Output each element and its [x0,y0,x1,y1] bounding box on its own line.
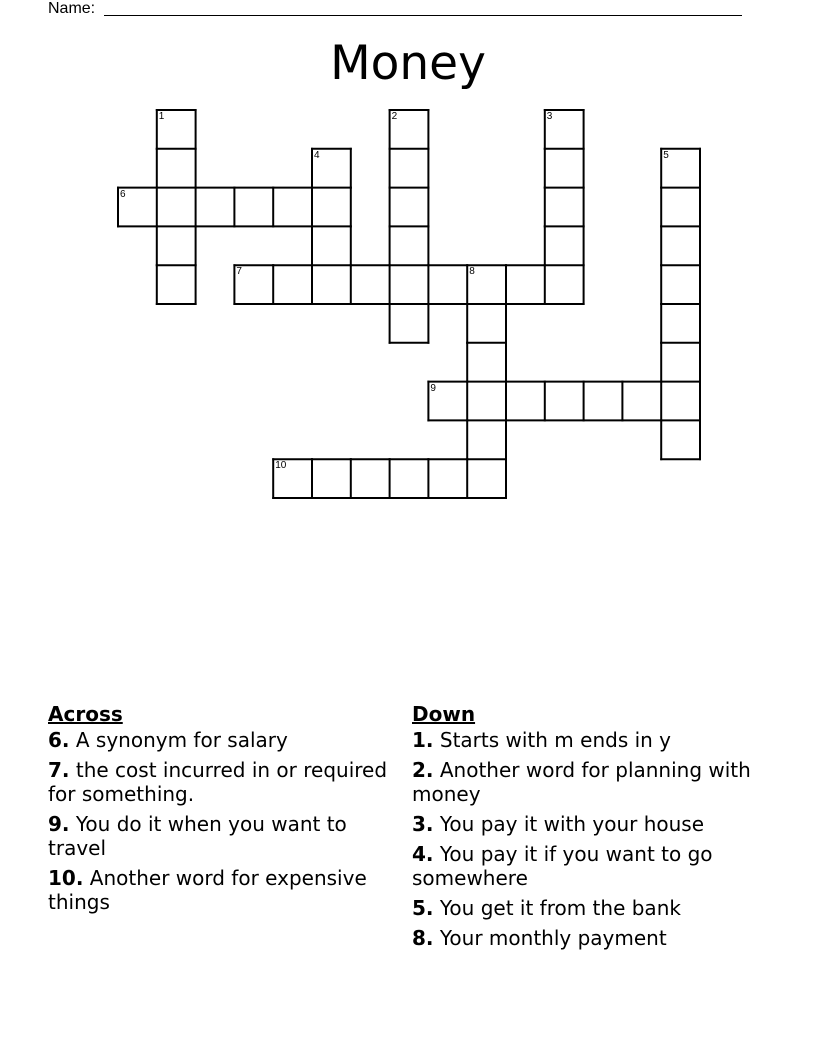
down-clues [412,702,762,956]
clue-number: 5. [412,896,434,920]
clue-text: A synonym for salary [75,728,288,752]
clue-text: Starts with m ends in y [439,728,672,752]
clue-text: the cost incurred in or required for something. [48,758,388,806]
clue-number: 6. [48,728,70,752]
down-clue [412,842,762,890]
clue-text: Another word for planning with money [412,758,751,806]
across-clue [48,758,404,806]
down-clue [412,926,762,950]
cell-number: 10 [275,460,287,472]
cell-number: 3 [546,111,553,122]
puzzle-title: Money [330,36,486,91]
down-clue [412,728,762,752]
across-heading: Across [48,702,123,726]
down-clue [412,896,762,920]
across-clue [48,866,404,914]
clue-text: You get it from the bank [439,896,681,920]
cell-number: 2 [391,111,398,122]
cell-number: 7 [236,266,242,278]
crossword-grid [0,0,816,520]
cell-number: 5 [663,149,669,161]
cell-number: 8 [469,266,475,278]
clue-number: 1. [412,728,434,752]
down-clue [412,758,762,806]
clue-number: 2. [412,758,434,782]
across-clue [48,728,404,752]
down-heading: Down [412,702,476,726]
clue-number: 9. [48,812,70,836]
clue-number: 7. [48,758,70,782]
name-label: Name: [48,0,96,17]
clue-number: 4. [412,842,434,866]
across-clue [48,812,404,860]
clue-text: You pay it with your house [439,812,705,836]
cell-number: 4 [314,149,320,161]
grid-lines [0,0,816,520]
clue-text: Another word for expensive things [48,866,367,914]
clue-text: You do it when you want to travel [48,812,347,860]
cell-number: 9 [430,382,436,394]
clue-text: Your monthly payment [439,926,667,950]
cell-number: 6 [120,188,126,200]
down-clue [412,812,762,836]
cell-number: 1 [158,111,165,122]
across-clues [48,702,404,920]
clue-number: 10. [48,866,84,890]
clue-number: 8. [412,926,434,950]
clue-text: You pay it if you want to go somewhere [412,842,713,890]
clue-number: 3. [412,812,434,836]
